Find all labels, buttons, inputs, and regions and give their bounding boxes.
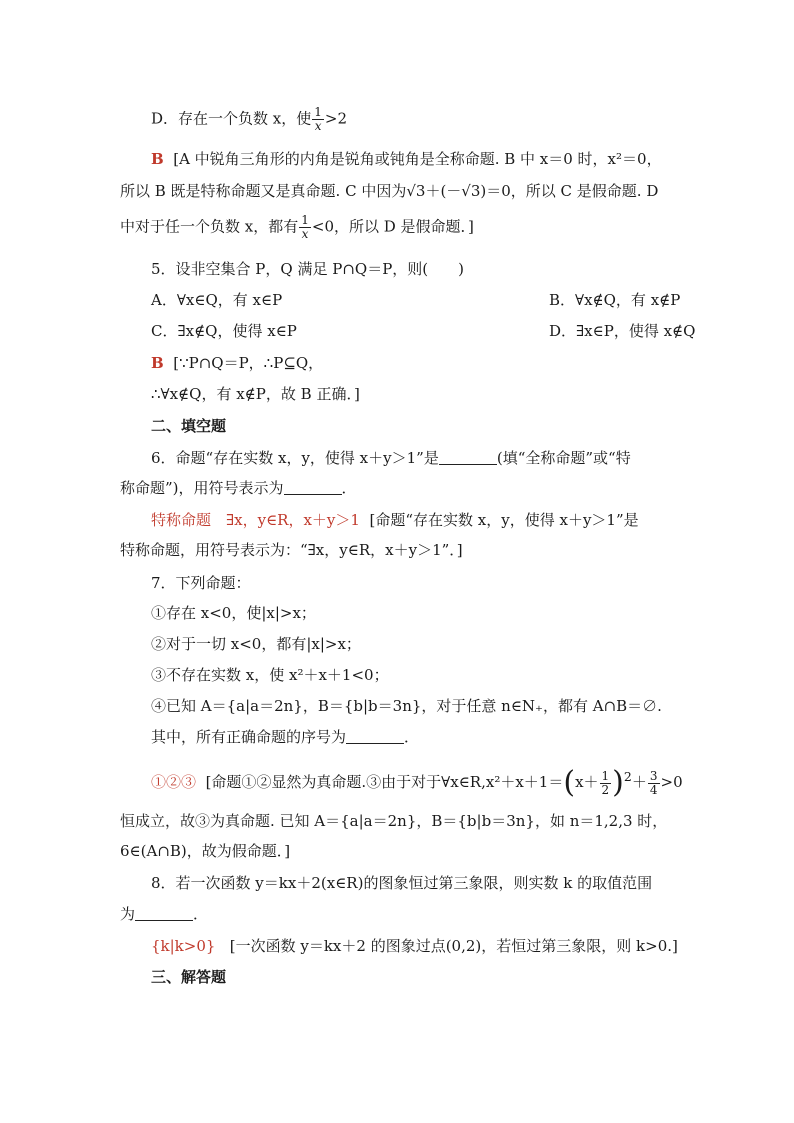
q5-explanation-line1: B [∵P∩Q＝P，∴P⊆Q， [151, 354, 324, 372]
q7-explanation-line2: 恒成立，故③为真命题. 已知 A＝{a|a＝2n}，B＝{b|b＝3n}，如 n＝1,2,3 时， [120, 812, 668, 830]
q5-stem: 5．设非空集合 P，Q 满足 P∩Q＝P，则( ) [151, 260, 464, 278]
q4-explanation-line3: 中对于任一个负数 x，都有 $\frac{1}{x}$ <0，所以 D 是假命题．] [120, 213, 474, 241]
q5-explanation-line2: ∴∀x∉Q，有 x∉P，故 B 正确．] [151, 385, 360, 403]
q5-answer: B [151, 354, 164, 372]
q7-explanation-line3: 6∈(A∩B)，故为假命题．] [120, 842, 291, 860]
q4-explanation-line1: B [A 中锐角三角形的内角是锐角或钝角是全称命题. B 中 x＝0 时，x²＝0， [151, 150, 662, 168]
q7-ask: 其中，所有正确命题的序号为 ． [151, 728, 420, 746]
q6-blank-2 [284, 480, 342, 495]
q8-blank [135, 906, 193, 921]
q7-item-1: ①存在 x<0，使|x|>x； [151, 604, 316, 622]
q7-fraction-half: $\frac{1}{2}$ [601, 768, 610, 797]
section-fill-in-heading: 二、填空题 [151, 417, 227, 435]
q4-option-d-text: D．存在一个负数 x，使 [151, 109, 312, 128]
q6-explanation-line1: 特称命题 ∃x，y∈R，x＋y＞1 [命题“存在实数 x，y，使得 x＋y＞1”是 [151, 511, 639, 529]
q5-option-a: A．∀x∈Q，有 x∈P [151, 291, 283, 309]
q4-answer: B [151, 150, 164, 168]
section-solutions-heading: 三、解答题 [151, 968, 227, 986]
q6-answer: 特称命题 ∃x，y∈R，x＋y＞1 [151, 511, 360, 529]
q7-item-4: ④已知 A＝{a|a＝2n}，B＝{b|b＝3n}，对于任意 n∈N₊，都有 A∩B＝∅. [151, 697, 662, 715]
q8-answer: {k|k>0} [151, 937, 216, 955]
q6-stem-line2: 称命题”)，用符号表示为 ． [120, 479, 357, 497]
q8-stem-line2: 为 ． [120, 905, 209, 923]
q5-option-d: D．∃x∈P，使得 x∉Q [549, 322, 696, 340]
q7-item-2: ②对于一切 x<0，都有|x|>x； [151, 635, 361, 653]
q5-options-row1 [151, 289, 686, 311]
q4-explanation-line2: 所以 B 既是特称命题又是真命题. C 中因为√3＋(－√3)＝0，所以 C 是假命题. D [120, 182, 659, 200]
q7-stem: 7．下列命题： [151, 574, 251, 592]
q7-explanation-line1: ①②③ [命题①②显然为真命题.③由于对于∀x∈R,x²＋x＋1＝(x＋ $\frac{1}{2}$ )$^2$＋ $\frac{3}{4}$ >0 [151, 765, 683, 800]
q7-blank [346, 729, 404, 744]
q6-explanation-line2: 特称命题，用符号表示为：“∃x，y∈R，x＋y＞1”．] [120, 541, 463, 559]
q4-option-d-fraction: $\frac{1}{x}$ [314, 105, 322, 133]
q4-explanation-fraction: $\frac{1}{x}$ [301, 213, 309, 241]
q8-explanation: {k|k>0} [一次函数 y＝kx＋2 的图象过点(0,2)，若恒过第三象限，则 k>0.] [151, 937, 678, 955]
q6-blank-1 [439, 450, 497, 465]
q5-options-row2 [151, 320, 696, 342]
q7-item-3: ③不存在实数 x，使 x²＋x＋1<0； [151, 666, 389, 684]
q4-option-d: D．存在一个负数 x，使 $\frac{1}{x}$ >2 [151, 105, 348, 133]
q8-stem-line1: 8．若一次函数 y＝kx＋2(x∈R)的图象恒过第三象限，则实数 k 的取值范围 [151, 874, 653, 892]
q5-option-c: C．∃x∉Q，使得 x∈P [151, 322, 297, 340]
q7-answer: ①②③ [151, 773, 197, 791]
q6-stem-line1: 6．命题“存在实数 x，y，使得 x＋y＞1”是 (填“全称命题”或“特 [151, 449, 631, 467]
q7-fraction-three-quarters: $\frac{3}{4}$ [649, 768, 658, 797]
q5-option-b: B．∀x∉Q，有 x∉P [549, 291, 681, 309]
